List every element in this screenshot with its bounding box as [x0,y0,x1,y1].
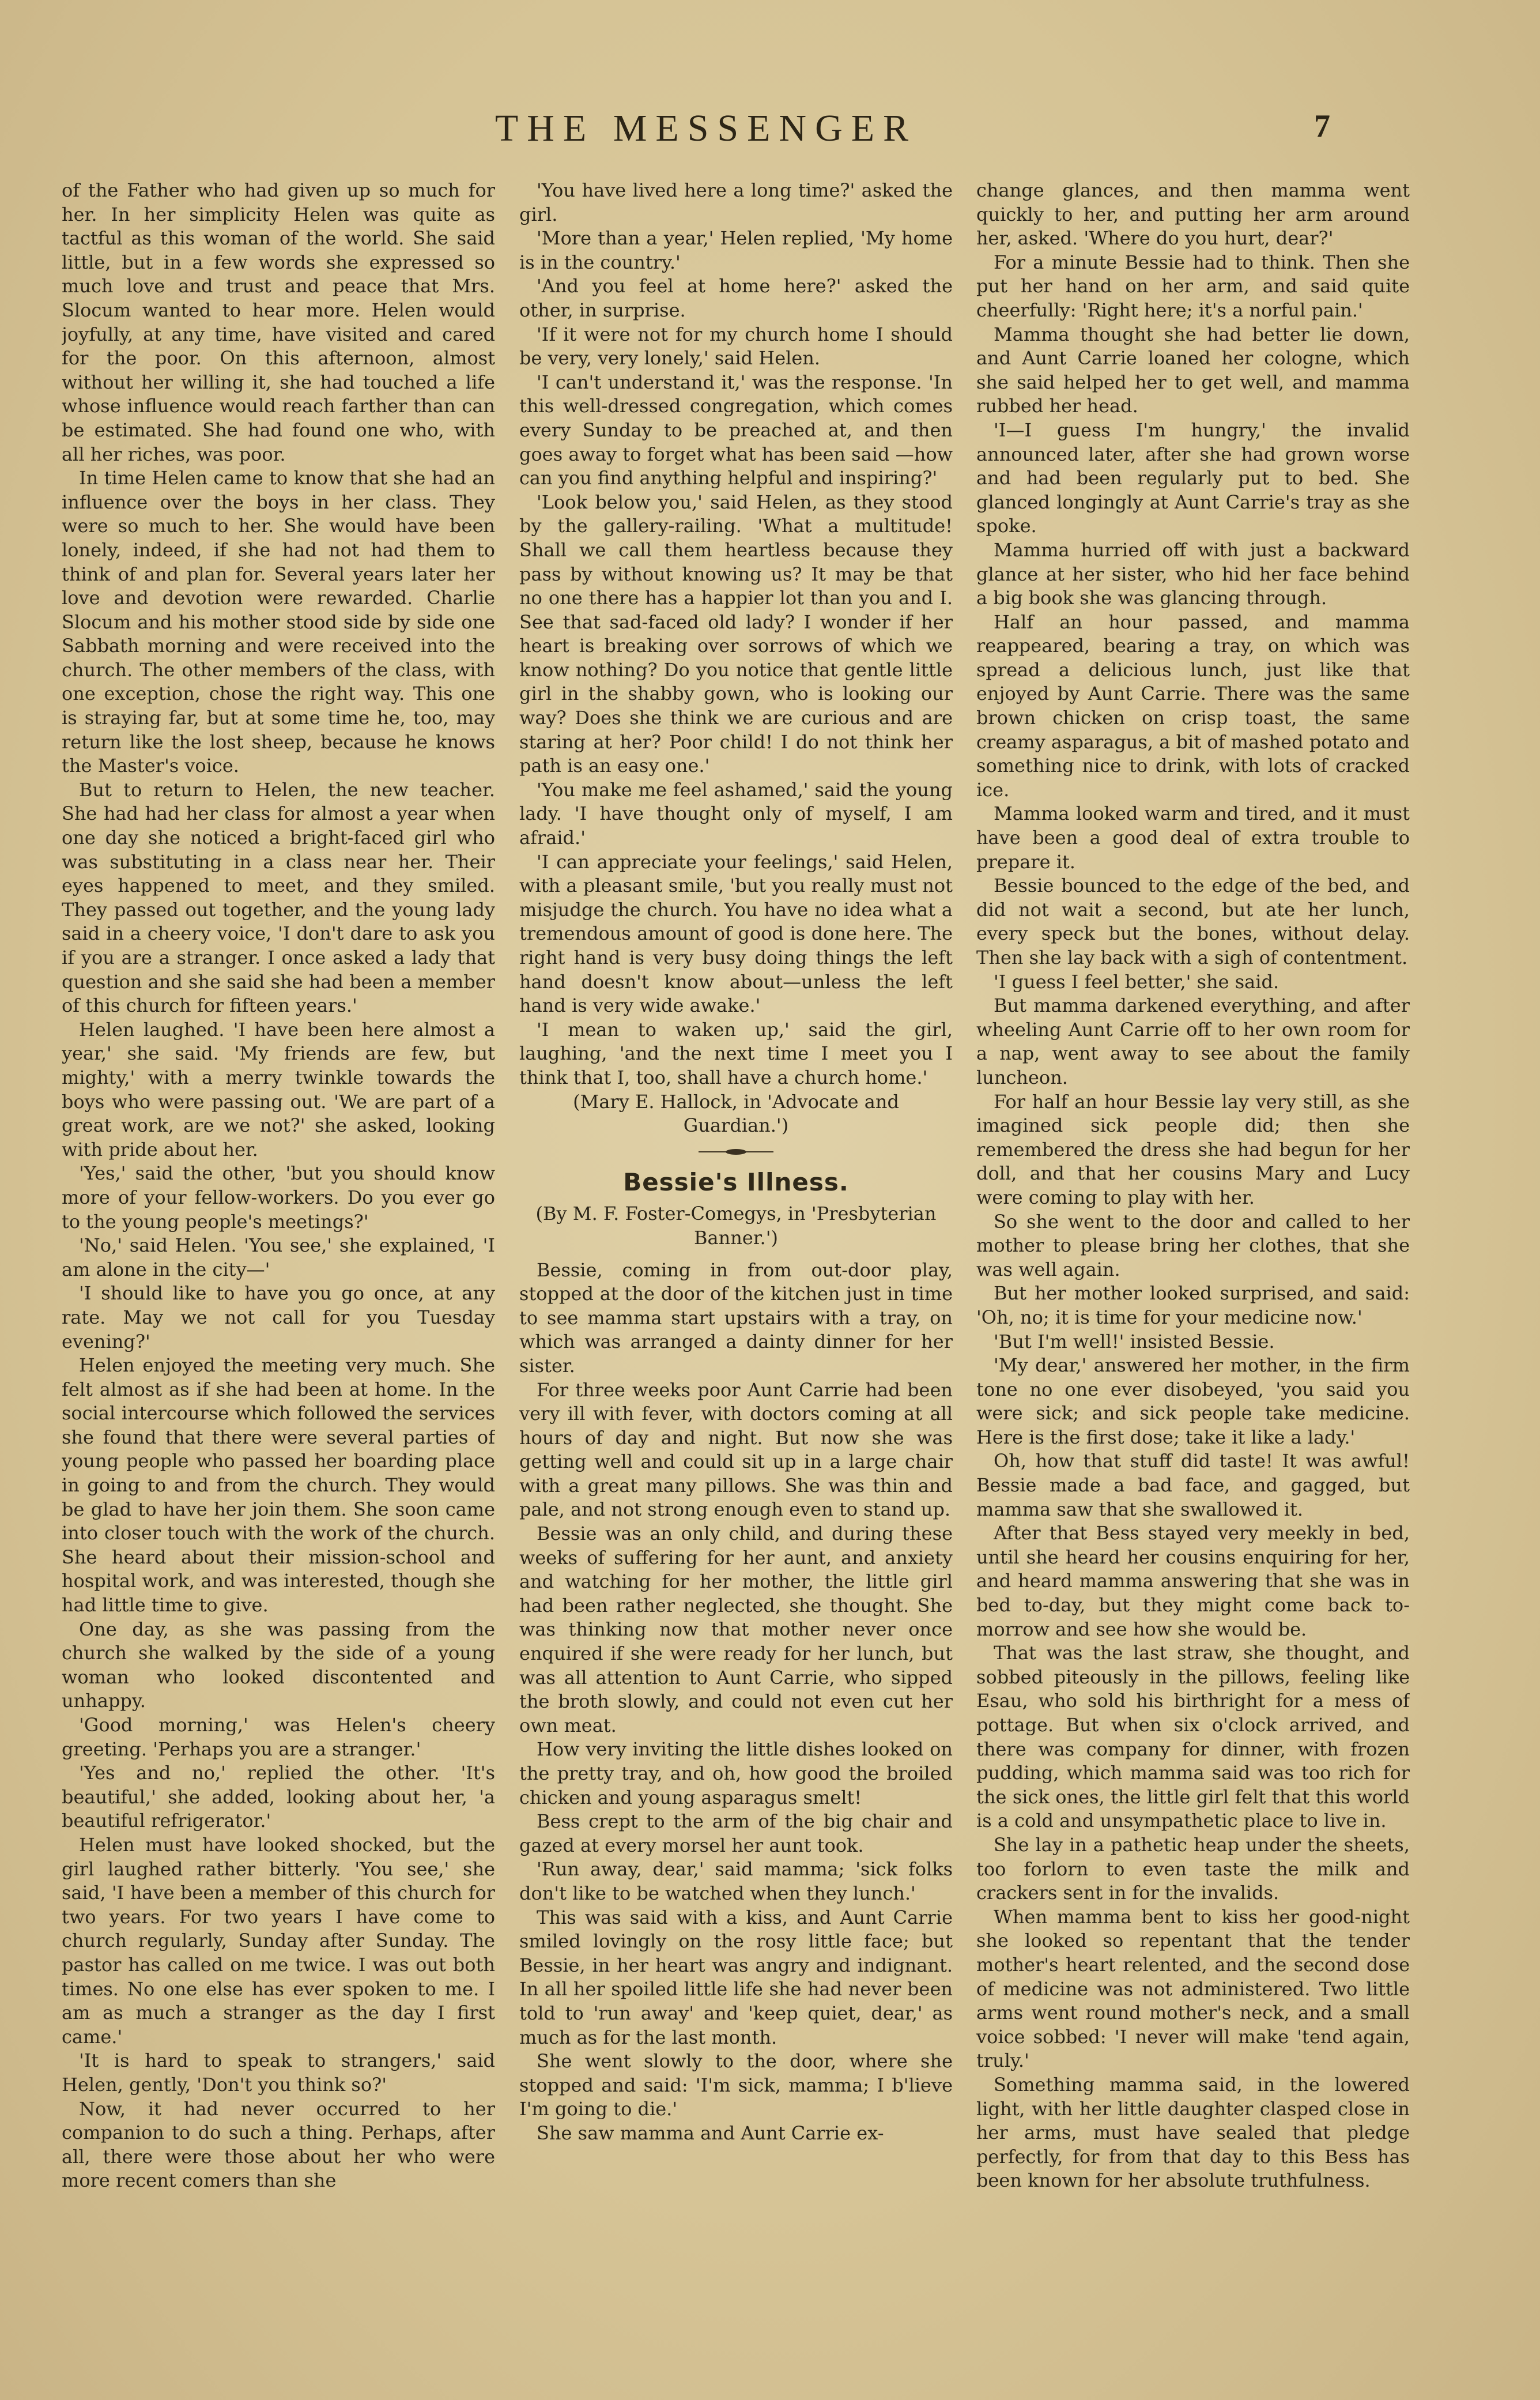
section-divider [699,1148,773,1155]
paragraph: Bessie was an only child, and during these weeks of suffering for her aunt, and anxiety and watching for her mother, the little girl had been rather neglected, she thought. She was thinking now that mother never once enquired if she were ready for her lunch, but was all attention to Aunt Carrie, who sipped the broth slowly, and could not even cut her own meat. [519,1523,953,1736]
paragraph: Something mamma said, in the lowered light, with her little daughter clasped close in her arms, must have sealed that pledge perfectly, for from that day to this Bess has been known for her absolute truthfulness. [976,2073,1410,2192]
paragraph: For half an hour Bessie lay very still, as she imagined sick people did; then she remembered the dress she had begun for her doll, and that her cousins Mary and Lucy were coming to play with her. [976,1090,1410,1208]
story-attribution: (Mary E. Hallock, in 'Advocate and Guardian.') [573,1090,899,1137]
paragraph: But mamma darkened everything, and after wheeling Aunt Carrie off to her own room for a nap, went away to see about the family luncheon. [976,994,1410,1088]
column-3 [976,179,1410,2323]
publication-title: THE MESSENGER [495,107,918,149]
paragraph: But her mother looked surprised, and said: 'Oh, no; it is time for your medicine now.' [976,1282,1410,1328]
paragraph: 'If it were not for my church home I should be very, very lonely,' said Helen. [519,323,953,370]
paragraph: She lay in a pathetic heap under the sheets, too forlorn to even taste the milk and crackers sent in for the invalids. [976,1833,1410,1904]
paragraph: 'I guess I feel better,' she said. [994,970,1279,993]
paragraph: 'Good morning,' was Helen's cheery greeting. 'Perhaps you are a stranger.' [62,1714,495,1760]
paragraph: Mamma looked warm and tired, and it must have been a good deal of extra trouble to prepare it. [976,802,1410,873]
column-1 [62,179,495,2323]
paragraph: When mamma bent to kiss her good-night she looked so repentant that the tender mother's heart relented, and the second dose of medicine was not administered. Two little arms went round mother's neck, and a small voice sobbed: 'I never will make 'tend again, truly.' [976,1905,1410,2072]
paragraph: Half an hour passed, and mamma reappeared, bearing a tray, on which was spread a delicious lunch, just like that enjoyed by Aunt Carrie. There was the same brown chicken on crisp toast, the same creamy asparagus, a bit of mashed potato and something nice to drink, with lots of cracked ice. [976,611,1410,801]
paragraph: 'But I'm well!' insisted Bessie. [994,1330,1275,1352]
paragraph: 'It is hard to speak to strangers,' said Helen, gently, 'Don't you think so?' [62,2049,495,2096]
paragraph: She saw mamma and Aunt Carrie ex- [537,2122,884,2144]
story-byline: (By M. F. Foster-Comegys, in 'Presbyterian Banner.') [535,1203,937,1249]
paragraph: 'Run away, dear,' said mamma; 'sick folks don't like to be watched when they lunch.' [519,1858,953,1904]
page-number: 7 [1314,108,1330,144]
paragraph: For three weeks poor Aunt Carrie had been very ill with fever, with doctors coming at all hours of day and night. But now she was getting well and could sit up in a large chair with a great many pillows. She was thin and pale, and not strong enough even to stand up. [519,1378,953,1521]
paragraph: In time Helen came to know that she had an influence over the boys in her class. They were so much to her. She would have been lonely, indeed, if she had not had them to think of and plan for. Several years later her love and devotion were rewarded. Charlie Slocum and his mother stood side by side one Sabbath morning and were received into the church. The other members of the class, with one exception, chose the right way. This one is straying far, but at some time he, too, may return like the lost sheep, because he knows the Master's voice. [62,467,495,777]
paragraph: Now, it had never occurred to her companion to do such a thing. Perhaps, after all, there were those about her who were more recent comers than she [62,2097,495,2192]
paragraph: This was said with a kiss, and Aunt Carrie smiled lovingly on the rosy little face; but Bessie, in her heart was angry and indignant. In all her spoiled little life she had never been told to 'run away' and 'keep quiet, dear,' as much as for the last month. [519,1906,953,2048]
paragraph: Helen laughed. 'I have been here almost a year,' she said. 'My friends are few, but mighty,' with a merry twinkle towards the boys who were passing out. 'We are part of a great work, are we not?' she asked, looking with pride about her. [62,1018,495,1161]
paragraph: 'No,' said Helen. 'You see,' she explained, 'I am alone in the city—' [62,1234,495,1280]
paragraph: 'I mean to waken up,' said the girl, laughing, 'and the next time I meet you I think that I, too, shall have a church home.' [519,1018,953,1088]
paragraph: So she went to the door and called to her mother to please bring her clothes, that she was well again. [976,1210,1410,1280]
paragraph: 'More than a year,' Helen replied, 'My home is in the country.' [519,227,953,273]
paragraph: 'I can't understand it,' was the response. 'In this well-dressed congregation, which comes every Sunday to be preached at, and then goes away to forget what has been said —how can you find anything helpful and inspiring?' [519,371,953,489]
paragraph: One day, as she was passing from the church she walked by the side of a young woman who looked discontented and unhappy. [62,1618,495,1712]
paragraph: Mamma thought she had better lie down, and Aunt Carrie loaned her cologne, which she said helped her to get well, and mamma rubbed her head. [976,323,1410,417]
column-2 [519,179,953,2323]
paragraph: Oh, how that stuff did taste! It was awful! Bessie made a bad face, and gagged, but mamma saw that she swallowed it. [976,1450,1410,1520]
paragraph: 'And you feel at home here?' asked the other, in surprise. [519,275,953,321]
paragraph: 'Yes,' said the other, 'but you should know more of your fellow-workers. Do you ever go to the young people's meetings?' [62,1162,495,1233]
paragraph: change glances, and then mamma went quickly to her, and putting her arm around her, asked. 'Where do you hurt, dear?' [976,179,1410,250]
paragraph: Mamma hurried off with just a backward glance at her sister, who hid her face behind a big book she was glancing through. [976,538,1410,609]
paragraph: For a minute Bessie had to think. Then she put her hand on her arm, and said quite cheerfully: 'Right here; it's a norful pain.' [976,251,1410,321]
paragraph: Bessie, coming in from out-door play, stopped at the door of the kitchen just in time to see mamma start upstairs with a tray, on which was arranged a dainty dinner for her sister. [519,1259,953,1377]
masthead [0,107,1540,159]
story-title: Bessie's Illness. [623,1167,849,1196]
paragraph: Bessie bounced to the edge of the bed, and did not wait a second, but ate her lunch, every speck but the bones, without delay. Then she lay back with a sigh of contentment. [976,875,1410,969]
paragraph: She went slowly to the door, where she stopped and said: 'I'm sick, mamma; I b'lieve I'm going to die.' [519,2050,953,2120]
paragraph: 'You make me feel ashamed,' said the young lady. 'I have thought only of myself, I am afraid.' [519,778,953,849]
paragraph: 'My dear,' answered her mother, in the firm tone no one ever disobeyed, 'you said you were sick; and sick people take medicine. Here is the first dose; take it like a lady.' [976,1354,1410,1448]
paragraph: Bess crept to the arm of the big chair and gazed at every morsel her aunt took. [519,1810,953,1856]
paragraph: Helen enjoyed the meeting very much. She felt almost as if she had been at home. In the social intercourse which followed the services she found that there were several parties of young people who passed her boarding place in going to and from the church. They would be glad to have her join them. She soon came into closer touch with the work of the church. She heard about their mission-school and hospital work, and was interested, though she had little time to give. [62,1354,495,1617]
paragraph: After that Bess stayed very meekly in bed, until she heard her cousins enquiring for her, and heard mamma answering that she was in bed to-day, but they might come back to-morrow and see how she would be. [976,1522,1410,1640]
paragraph: 'Yes and no,' replied the other. 'It's beautiful,' she added, looking about her, 'a beautiful refrigerator.' [62,1762,495,1832]
paragraph: 'You have lived here a long time?' asked the girl. [519,179,953,225]
paragraph: 'I should like to have you go once, at any rate. May we not call for you Tuesday evening?' [62,1282,495,1352]
paragraph: Helen must have looked shocked, but the girl laughed rather bitterly. 'You see,' she said, 'I have been a member of this church for two years. For two years I have come to church regularly, Sunday after Sunday. The pastor has called on me twice. I was out both times. No one else has ever spoken to me. I am as much a stranger as the day I first came.' [62,1833,495,2048]
paragraph: That was the last straw, she thought, and sobbed piteously in the pillows, feeling like Esau, who sold his birthright for a mess of pottage. But when six o'clock arrived, and there was company for dinner, with frozen pudding, which mamma said was too rich for the sick ones, the little girl felt that this world is a cold and unsympathetic place to live in. [976,1642,1410,1832]
paragraph: 'Look below you,' said Helen, as they stood by the gallery-railing. 'What a multitude! Shall we call them heartless because they pass by without knowing us? It may be that no one there has a happier lot than you and I. See that sad-faced old lady? I wonder if her heart is breaking over sorrows of which we know nothing? Do you notice that gentle little girl in the shabby gown, who is looking our way? Does she think we are curious and are staring at her? Poor child! I do not think her path is an easy one.' [519,491,953,777]
paragraph: of the Father who had given up so much for her. In her simplicity Helen was quite as tactful as this woman of the world. She said little, but in a few words she expressed so much love and trust and peace that Mrs. Slocum wanted to hear more. Helen would joyfully, at any time, have visited and cared for the poor. On this afternoon, almost without her willing it, she had touched a life whose influence would reach farther than can be estimated. She had found one who, with all her riches, was poor. [62,179,495,465]
paragraph: How very inviting the little dishes looked on the pretty tray, and oh, how good the broiled chicken and young asparagus smelt! [519,1738,953,1809]
paragraph: But to return to Helen, the new teacher. She had had her class for almost a year when one day she noticed a bright-faced girl who was substituting in a class near her. Their eyes happened to meet, and they smiled. They passed out together, and the young lady said in a cheery voice, 'I don't dare to ask you if you are a stranger. I once asked a lady that question and she said she had been a member of this church for fifteen years.' [62,778,495,1017]
paragraph: 'I—I guess I'm hungry,' the invalid announced later, after she had grown worse and had been regularly put to bed. She glanced longingly at Aunt Carrie's tray as she spoke. [976,419,1410,537]
paragraph: 'I can appreciate your feelings,' said Helen, with a pleasant smile, 'but you really must not misjudge the church. You have no idea what a tremendous amount of good is done here. The right hand is very busy doing things the left hand doesn't know about—unless the left hand is very wide awake.' [519,850,953,1017]
